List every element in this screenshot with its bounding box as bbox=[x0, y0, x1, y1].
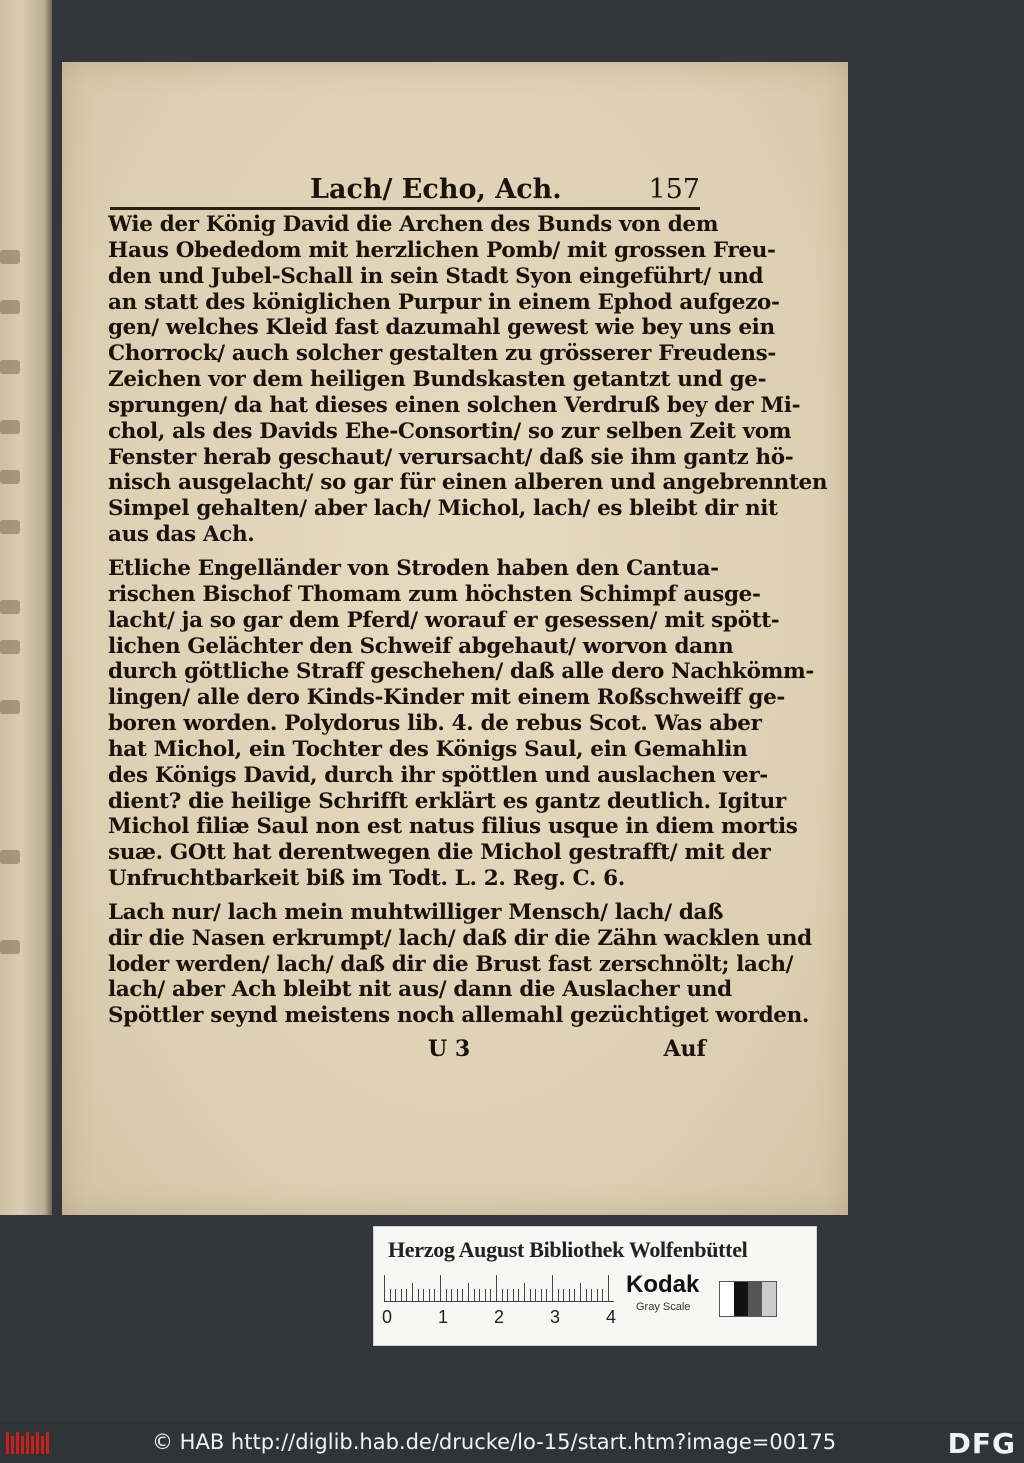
text-line: Simpel gehalten/ aber lach/ Michol, lach/ es bleibt dir nit bbox=[108, 496, 778, 522]
text-line: chol, als des Davids Ehe-Consortin/ so zur selben Zeit vom bbox=[108, 418, 792, 444]
ruler-tick bbox=[507, 1289, 508, 1301]
text-line: Spöttler seynd meistens noch allemahl gezüchtiget worden. bbox=[108, 1003, 810, 1029]
text-line: Haus Obededom mit herzlichen Pomb/ mit grossen Freu- bbox=[108, 237, 776, 263]
running-head bbox=[110, 166, 700, 210]
page-body-text bbox=[108, 212, 828, 1029]
ruler-tick bbox=[423, 1289, 424, 1301]
ruler-digits bbox=[382, 1307, 622, 1331]
ruler-tick bbox=[496, 1275, 497, 1301]
ruler-tick bbox=[569, 1289, 570, 1301]
dfg-logo: DFG bbox=[947, 1427, 1016, 1460]
ruler-tick bbox=[586, 1289, 587, 1301]
logo-bar bbox=[11, 1436, 14, 1454]
text-line: lacht/ ja so gar dem Pferd/ worauf er gesessen/ mit spött- bbox=[108, 607, 780, 633]
text-line: den und Jubel-Schall in sein Stadt Syon eingeführt/ und bbox=[108, 263, 764, 289]
ink-bleed-mark bbox=[0, 250, 20, 264]
logo-bar bbox=[16, 1432, 19, 1454]
ruler-tick bbox=[602, 1289, 603, 1301]
ruler-tick bbox=[574, 1289, 575, 1301]
running-head-title: Lach/ Echo, Ach. bbox=[310, 174, 562, 205]
gray-patch bbox=[720, 1282, 734, 1316]
ruler-tick bbox=[468, 1283, 469, 1301]
ruler-digit: 0 bbox=[382, 1307, 393, 1327]
text-line: des Königs David, durch ihr spöttlen und auslachen ver- bbox=[108, 762, 768, 788]
ruler-tick bbox=[535, 1289, 536, 1301]
ruler-digit: 3 bbox=[550, 1307, 561, 1327]
text-line: suæ. GOtt hat derentwegen die Michol gestrafft/ mit der bbox=[108, 840, 771, 866]
ruler-tick bbox=[513, 1289, 514, 1301]
ruler-tick bbox=[552, 1275, 553, 1301]
text-line: hat Michol, ein Tochter des Königs Saul, ein Gemahlin bbox=[108, 736, 748, 762]
text-line: loder werden/ lach/ daß dir die Brust fast zerschnölt; lach/ bbox=[108, 951, 794, 977]
head-rule bbox=[110, 207, 700, 210]
logo-bar bbox=[41, 1436, 44, 1454]
catchword: Auf bbox=[663, 1036, 706, 1062]
ink-bleed-mark bbox=[0, 420, 20, 434]
logo-bar bbox=[46, 1432, 49, 1454]
text-line: Wie der König David die Archen des Bunds von dem bbox=[108, 212, 719, 237]
text-line: Chorrock/ auch solcher gestalten zu grösserer Freudens- bbox=[108, 341, 776, 367]
ink-bleed-mark bbox=[0, 600, 20, 614]
logo-bar bbox=[31, 1436, 34, 1454]
text-line: Unfruchtbarkeit biß im Todt. L. 2. Reg. C. 6. bbox=[108, 866, 625, 892]
ruler-tick bbox=[474, 1289, 475, 1301]
gray-scale-caption: Gray Scale bbox=[636, 1301, 691, 1313]
ruler-tick bbox=[591, 1289, 592, 1301]
gray-patch bbox=[734, 1282, 748, 1316]
ruler-tick bbox=[608, 1275, 609, 1301]
ruler-tick bbox=[429, 1289, 430, 1301]
text-line: aus das Ach. bbox=[108, 522, 255, 548]
signature-mark: U 3 bbox=[428, 1036, 471, 1062]
ink-bleed-mark bbox=[0, 850, 20, 864]
ink-bleed-mark bbox=[0, 700, 20, 714]
ruler-tick bbox=[580, 1283, 581, 1301]
text-line: dir die Nasen erkrumpt/ lach/ daß dir die Zähn wacklen und bbox=[108, 925, 812, 951]
ink-bleed-mark bbox=[0, 300, 20, 314]
ruler-digit: 1 bbox=[438, 1307, 449, 1327]
ruler-tick bbox=[412, 1283, 413, 1301]
text-line: lach/ aber Ach bleibt nit aus/ dann die Auslacher und bbox=[108, 977, 732, 1003]
gray-patch bbox=[762, 1282, 776, 1316]
paragraph-gap bbox=[108, 892, 706, 900]
logo-bar bbox=[26, 1432, 29, 1454]
hab-logo-icon bbox=[6, 1432, 50, 1454]
gray-scale-chart bbox=[719, 1281, 777, 1317]
ruler-tick bbox=[597, 1289, 598, 1301]
ruler-tick bbox=[446, 1289, 447, 1301]
page-number: 157 bbox=[648, 174, 700, 205]
ink-bleed-mark bbox=[0, 360, 20, 374]
text-line: durch göttliche Straff geschehen/ daß alle dero Nachkömm- bbox=[108, 659, 814, 685]
ruler-tick bbox=[479, 1289, 480, 1301]
ruler-tick bbox=[395, 1289, 396, 1301]
ruler-tick bbox=[390, 1289, 391, 1301]
ruler-tick bbox=[457, 1289, 458, 1301]
text-line: boren worden. Polydorus lib. 4. de rebus Scot. Was aber bbox=[108, 711, 762, 737]
text-line: Fenster herab geschaut/ verursacht/ daß sie ihm gantz hö- bbox=[108, 444, 794, 470]
ruler-tick bbox=[524, 1283, 525, 1301]
measure-ruler bbox=[384, 1273, 614, 1302]
logo-bar bbox=[36, 1432, 39, 1454]
text-line: rischen Bischof Thomam zum höchsten Schimpf ausge- bbox=[108, 581, 761, 607]
text-line: dient? die heilige Schrifft erklärt es gantz deutlich. Igitur bbox=[108, 788, 786, 814]
copyright-link[interactable]: © HAB http://diglib.hab.de/drucke/lo-15/start.htm?image=00175 bbox=[152, 1430, 837, 1454]
library-label-card bbox=[373, 1226, 817, 1346]
logo-bar bbox=[6, 1432, 9, 1454]
text-line: lichen Gelächter den Schweif abgehaut/ worvon dann bbox=[108, 633, 734, 659]
ruler-tick bbox=[440, 1275, 441, 1301]
logo-bar bbox=[21, 1436, 24, 1454]
ruler-tick bbox=[541, 1289, 542, 1301]
viewer-footer bbox=[0, 1422, 1024, 1463]
text-line: Lach nur/ lach mein muhtwilliger Mensch/ lach/ daß bbox=[108, 899, 724, 925]
ruler-tick bbox=[530, 1289, 531, 1301]
ruler-tick bbox=[502, 1289, 503, 1301]
text-line: Zeichen vor dem heiligen Bundskasten getantzt und ge- bbox=[108, 367, 767, 393]
gray-patch bbox=[748, 1282, 762, 1316]
text-line: Michol filiæ Saul non est natus filius usque in diem mortis bbox=[108, 814, 798, 840]
ruler-tick bbox=[401, 1289, 402, 1301]
ruler-digit: 4 bbox=[606, 1307, 617, 1327]
text-line: nisch ausgelacht/ so gar für einen alberen und angebrennten bbox=[108, 470, 828, 496]
text-line: gen/ welches Kleid fast dazumahl gewest wie bey uns ein bbox=[108, 315, 775, 341]
ruler-tick bbox=[451, 1289, 452, 1301]
ruler-tick bbox=[462, 1289, 463, 1301]
ruler-tick bbox=[384, 1275, 385, 1301]
text-line: an statt des königlichen Purpur in einem Ephod aufgezo- bbox=[108, 289, 780, 315]
ink-bleed-mark bbox=[0, 470, 20, 484]
text-line: sprungen/ da hat dieses einen solchen Verdruß bey der Mi- bbox=[108, 392, 801, 418]
ruler-tick bbox=[558, 1289, 559, 1301]
library-name: Herzog August Bibliothek Wolfenbüttel bbox=[388, 1237, 748, 1262]
ruler-tick bbox=[418, 1289, 419, 1301]
previous-page-edge bbox=[0, 0, 52, 1215]
paragraph-gap bbox=[108, 548, 706, 556]
page-footer-line bbox=[108, 1036, 706, 1064]
ruler-tick bbox=[490, 1289, 491, 1301]
text-line: Etliche Engelländer von Stroden haben den Cantua- bbox=[108, 555, 719, 581]
ink-bleed-mark bbox=[0, 520, 20, 534]
ruler-tick bbox=[563, 1289, 564, 1301]
ruler-digit: 2 bbox=[494, 1307, 505, 1327]
ruler-tick bbox=[434, 1289, 435, 1301]
text-line: lingen/ alle dero Kinds-Kinder mit einem Roßschweiff ge- bbox=[108, 685, 785, 711]
kodak-brand: Kodak bbox=[626, 1271, 700, 1298]
ruler-tick bbox=[485, 1289, 486, 1301]
ruler-tick bbox=[518, 1289, 519, 1301]
ruler-tick bbox=[546, 1289, 547, 1301]
ruler-tick bbox=[406, 1289, 407, 1301]
ink-bleed-mark bbox=[0, 640, 20, 654]
ink-bleed-mark bbox=[0, 940, 20, 954]
